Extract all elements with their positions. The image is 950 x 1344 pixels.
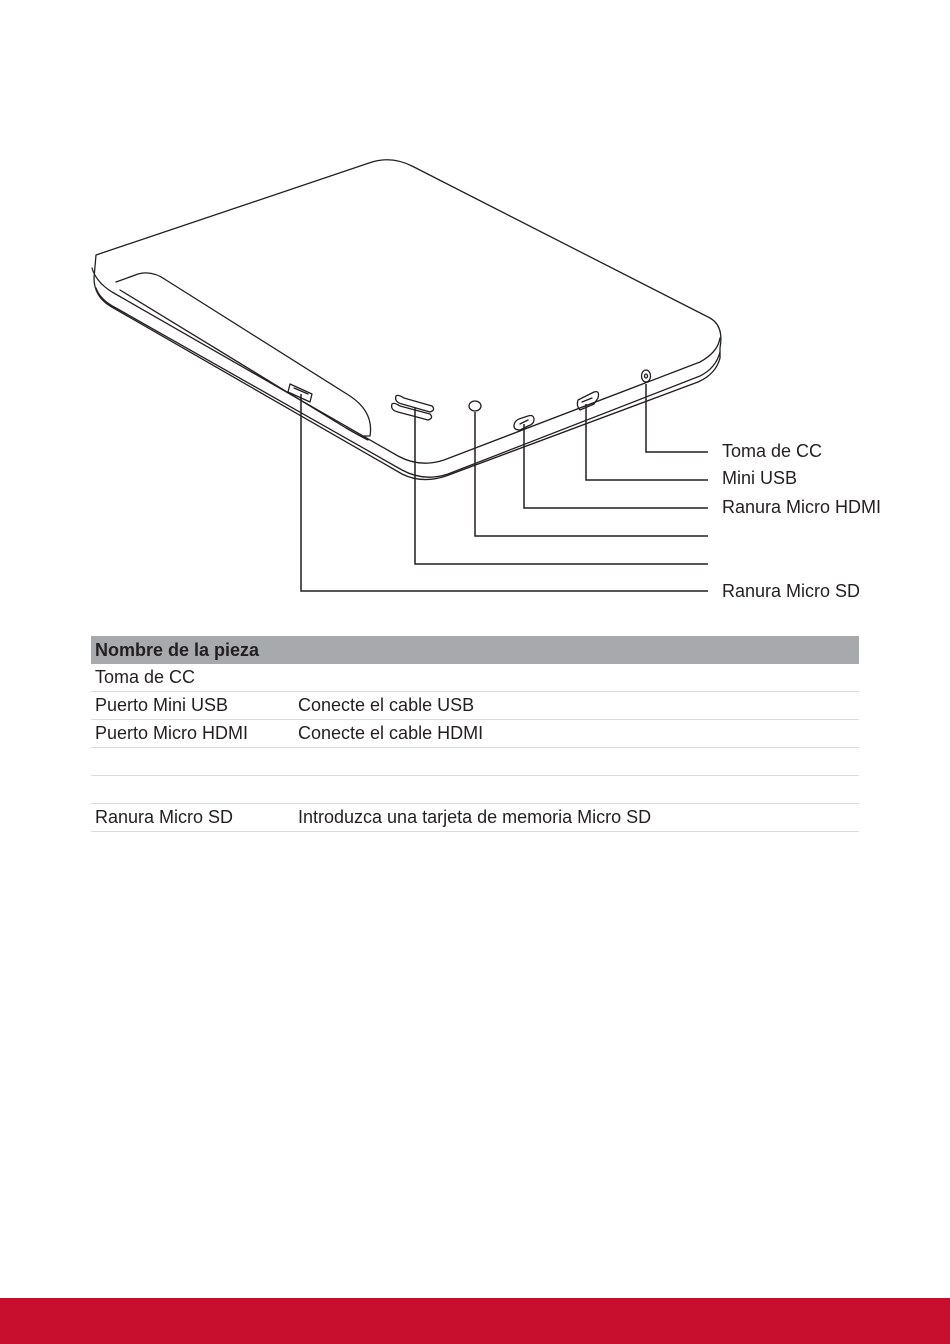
table-row [91, 692, 859, 720]
table-row [91, 664, 859, 692]
tablet-ports-diagram [0, 0, 950, 620]
table-row [91, 804, 859, 832]
tablet-top-rim [92, 268, 720, 463]
part-description [294, 776, 859, 804]
dc-jack-icon [642, 370, 651, 382]
part-name: Toma de CC [91, 664, 294, 692]
footer-bar [0, 1298, 950, 1344]
leader-line-micro-sd [301, 394, 708, 591]
header-description [294, 636, 859, 664]
header-part-name: Nombre de la pieza [91, 636, 294, 664]
callout-label-micro-sd: Ranura Micro SD [722, 581, 861, 601]
table-row [91, 776, 859, 804]
table-header-row [91, 636, 859, 664]
part-name: Ranura Micro SD [91, 804, 294, 832]
part-name [91, 776, 294, 804]
part-name: Puerto Micro HDMI [91, 720, 294, 748]
leader-line-speaker [415, 408, 708, 564]
part-name: Puerto Mini USB [91, 692, 294, 720]
leader-line-round-port [475, 412, 708, 536]
table-row [91, 748, 859, 776]
callout-label-mini-usb: Mini USB [722, 468, 798, 488]
callout-label-micro-hdmi: Ranura Micro HDMI [722, 497, 882, 517]
part-description: Introduzca una tarjeta de memoria Micro SD [294, 804, 859, 832]
part-name [91, 748, 294, 776]
part-description: Conecte el cable HDMI [294, 720, 859, 748]
tablet-side-wedge [116, 273, 371, 436]
parts-table [91, 636, 859, 832]
speaker-grille-icon [392, 395, 434, 420]
part-description [294, 748, 859, 776]
table-row [91, 720, 859, 748]
tablet-body [94, 160, 721, 480]
callout-label-dc-jack: Toma de CC [722, 441, 823, 461]
leader-line-mini-usb [586, 404, 708, 480]
round-port-icon [469, 401, 481, 411]
tablet-bottom-rim [96, 288, 720, 477]
part-description [294, 664, 859, 692]
leader-line-dc-jack [646, 384, 708, 452]
part-description: Conecte el cable USB [294, 692, 859, 720]
